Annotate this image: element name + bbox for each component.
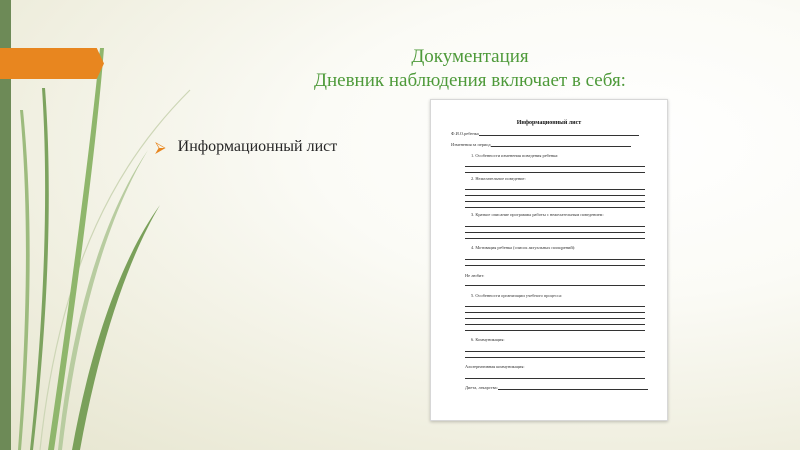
period-label: Изменения за период xyxy=(451,142,491,147)
document-image xyxy=(430,99,668,421)
item-2: 2. Нежелательное поведение: xyxy=(471,176,526,181)
item-6: 6. Коммуникация: xyxy=(471,337,505,342)
title-line-2: Дневник наблюдения включает в себя: xyxy=(314,70,626,91)
fio-label: Ф.И.О.ребенка xyxy=(451,131,479,136)
item-4: 4. Мотивация ребенка (список актуальных поощрений): xyxy=(471,245,576,250)
alt-comm-label: Альтернативная коммуникация: xyxy=(465,364,525,369)
dislikes-label: Не любит: xyxy=(465,273,485,278)
document-heading: Информационный лист xyxy=(516,120,582,126)
bullet-item xyxy=(155,138,337,156)
title-line-1: Документация xyxy=(411,46,529,67)
fio-line xyxy=(451,131,639,136)
orange-accent-tab xyxy=(0,48,104,79)
item-5: 5. Особенности организации учебного процесса: xyxy=(471,293,563,298)
diet-label: Диета, лекарства: xyxy=(465,385,498,390)
period-line xyxy=(451,142,631,147)
diet-line xyxy=(465,385,648,390)
bullet-arrow-icon: ⮚ xyxy=(155,138,166,156)
item-3: 3. Краткое описание программы работы с нежелательным поведением: xyxy=(471,212,604,217)
slide-title xyxy=(240,45,700,93)
item-1: 1. Особенности изменения поведения ребенка: xyxy=(471,153,559,158)
bullet-text: Информационный лист xyxy=(177,138,338,155)
